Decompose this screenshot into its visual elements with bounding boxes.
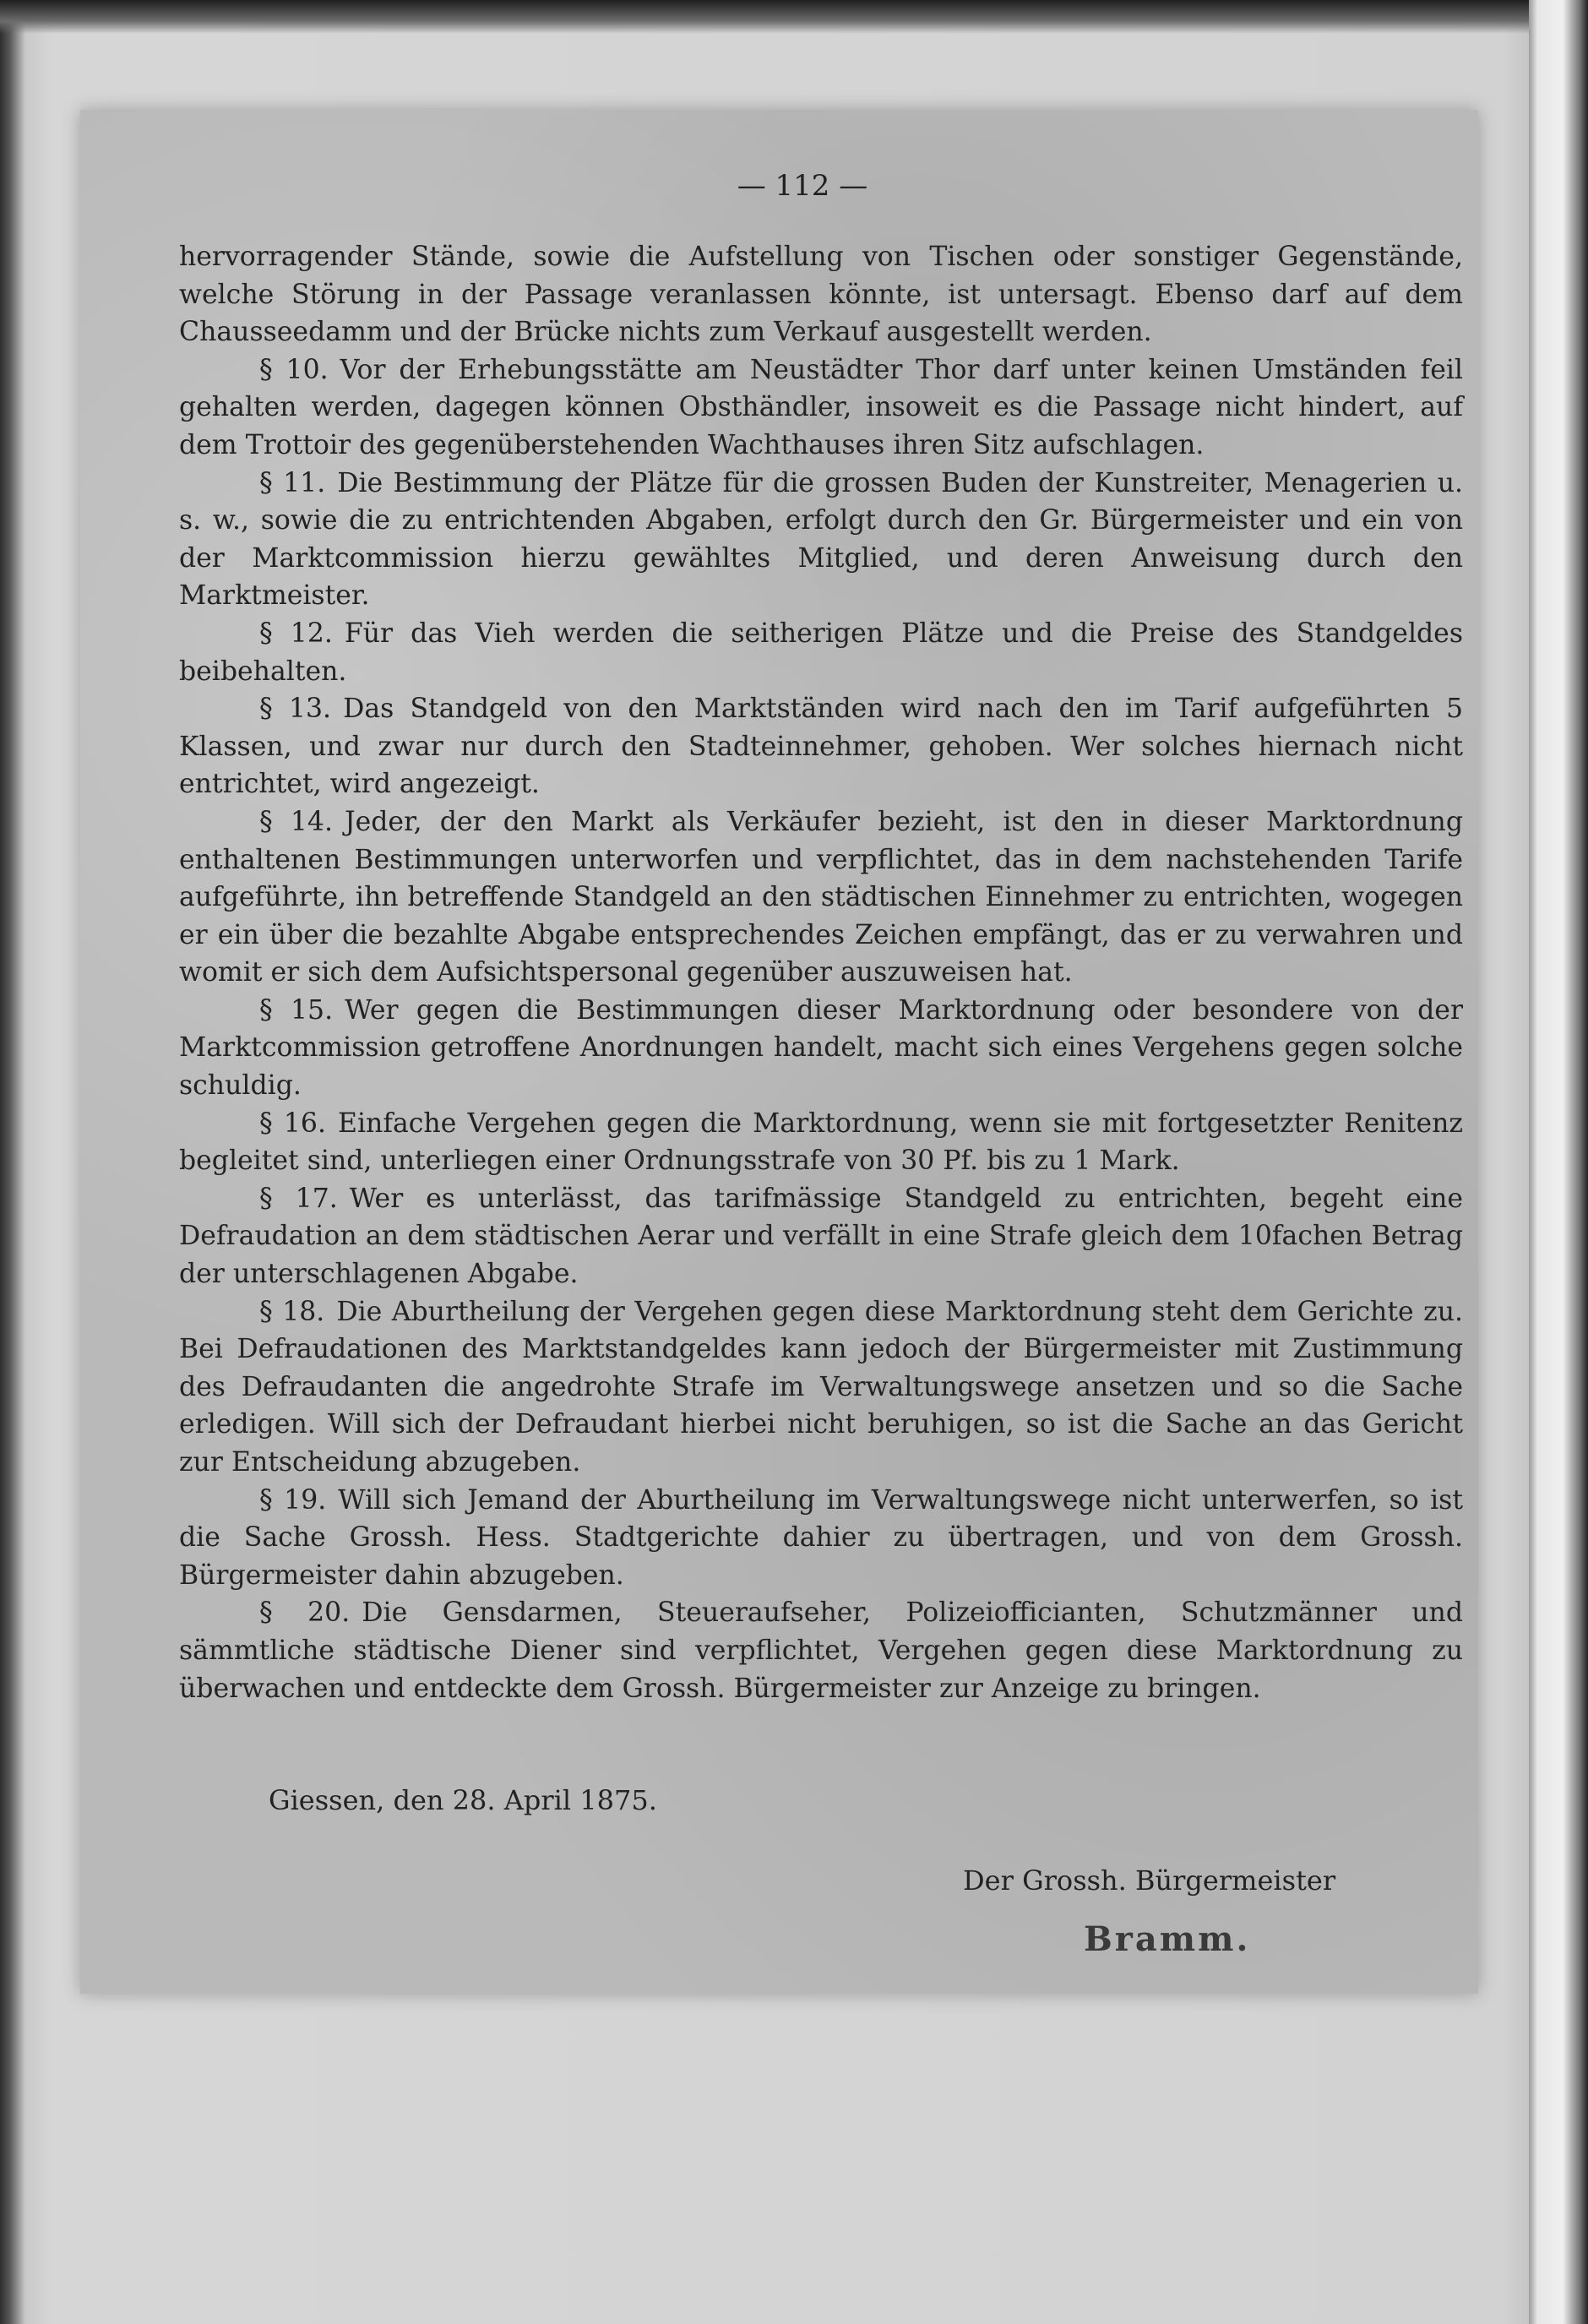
- section-number: § 20.: [259, 1597, 351, 1629]
- paragraph-section-16: [179, 1105, 1463, 1180]
- paragraph-section-14: [179, 803, 1463, 992]
- paragraph-text: Einfache Vergehen gegen die Marktordnung, wenn sie mit fortgesetzter Renitenz begleitet sind, unterliegen einer Ordnungsstrafe von 30 Pf. bis zu 1 Mark.: [179, 1108, 1463, 1177]
- paragraph-text: Jeder, der den Markt als Verkäufer bezieht, ist den in dieser Marktordnung enthaltenen Bestimmungen unterworfen und verpflichtet, das in dem nachstehenden Tarife aufgeführte, ihn betreffende Standgeld an den städtischen Einnehmer zu entrichten, wogegen er ein über die bezahlte Abgabe entsprechendes Zeichen empfängt, das er zu verwahren und womit er sich dem Aufsichtspersonal gegenüber auszuweisen hat.: [179, 806, 1464, 988]
- document-body: [179, 238, 1463, 1707]
- signature-name: Bramm.: [1084, 1919, 1251, 1959]
- date-line: Giessen, den 28. April 1875.: [269, 1784, 657, 1816]
- section-number: § 17.: [259, 1183, 338, 1214]
- page-number: — 112 —: [737, 169, 868, 203]
- section-number: § 13.: [259, 694, 332, 725]
- paragraph-section-15: [179, 992, 1463, 1105]
- paragraph-text: Vor der Erhebungsstätte am Neustädter Thor darf unter keinen Umständen feil gehalten werden, dagegen können Obsthändler, insoweit es die Passage nicht hindert, auf dem Trottoir des gegenüberstehenden Wachthauses ihren Sitz aufschlagen.: [179, 354, 1463, 460]
- paragraph-section-19: [179, 1482, 1463, 1595]
- paragraph-section-11: [179, 465, 1463, 615]
- section-number: § 15.: [259, 994, 334, 1026]
- paragraph-text: Die Bestimmung der Plätze für die grossen Buden der Kunstreiter, Menagerien u. s. w., sowie die zu entrichtenden Abgaben, erfolgt durch den Gr. Bürgermeister und ein von der Marktcommission hierzu gewähltes Mitglied, und deren Anweisung durch den Marktmeister.: [179, 467, 1463, 612]
- paragraph-text: Die Aburtheilung der Vergehen gegen diese Marktordnung steht dem Gerichte zu. Bei Defraudationen des Marktstandgeldes kann jedoch der Bürgermeister mit Zustimmung des Defraudanten die angedrohte Strafe im Verwaltungswege ansetzen und so die Sache erledigen. Will sich der Defraudant hierbei nicht beruhigen, so ist die Sache an das Gericht zur Entscheidung abzugeben.: [179, 1296, 1464, 1478]
- paragraph-text: Für das Vieh werden die seitherigen Plätze und die Preise des Standgeldes beibehalten.: [179, 618, 1463, 687]
- section-number: § 16.: [259, 1108, 326, 1139]
- paragraph-text: Das Standgeld von den Marktständen wird nach den im Tarif aufgeführten 5 Klassen, und zwar nur durch den Stadteinnehmer, gehoben. Wer solches hiernach nicht entrichtet, wird angezeigt.: [179, 694, 1463, 800]
- paragraph-continuation: [179, 238, 1463, 351]
- paragraph-section-20: [179, 1594, 1463, 1707]
- section-number: § 12.: [259, 618, 333, 649]
- paragraph-text: Wer es unterlässt, das tarifmässige Standgeld zu entrichten, begeht eine Defraudation an dem städtischen Aerar und verfällt in eine Strafe gleich dem 10fachen Betrag der unterschlagenen Abgabe.: [179, 1183, 1463, 1290]
- paragraph-text: hervorragender Stände, sowie die Aufstellung von Tischen oder sonstiger Gegenstände, welche Störung in der Passage veranlassen könnte, ist untersagt. Ebenso darf auf dem Chausseedamm und der Brücke nichts zum Verkauf ausgestellt werden.: [179, 242, 1463, 348]
- section-number: § 11.: [259, 467, 326, 498]
- book-page-edge: [1529, 0, 1588, 2324]
- signature-title: Der Grossh. Bürgermeister: [963, 1864, 1336, 1897]
- section-number: § 14.: [259, 806, 333, 837]
- paragraph-section-17: [179, 1180, 1463, 1293]
- paragraph-section-18: [179, 1293, 1463, 1482]
- paragraph-text: Die Gensdarmen, Steueraufseher, Polizeiofficianten, Schutzmänner und sämmtliche städtische Diener sind verpflichtet, Vergehen gegen diese Marktordnung zu überwachen und entdeckte dem Grossh. Bürgermeister zur Anzeige zu bringen.: [179, 1597, 1464, 1704]
- paragraph-section-10: [179, 351, 1463, 465]
- book-top-edge: [0, 0, 1588, 34]
- paragraph-text: Wer gegen die Bestimmungen dieser Marktordnung oder besondere von der Marktcommission getroffene Anordnungen handelt, macht sich eines Vergehens gegen solche schuldig.: [179, 994, 1464, 1102]
- section-number: § 10.: [259, 354, 329, 385]
- paragraph-section-13: [179, 690, 1463, 803]
- section-number: § 18.: [259, 1296, 325, 1327]
- paragraph-text: Will sich Jemand der Aburtheilung im Verwaltungswege nicht unterwerfen, so ist die Sache Grossh. Hess. Stadtgerichte dahier zu übertragen, und von dem Grossh. Bürgermeister dahin abzugeben.: [179, 1484, 1464, 1591]
- section-number: § 19.: [259, 1484, 327, 1516]
- paragraph-section-12: [179, 615, 1463, 690]
